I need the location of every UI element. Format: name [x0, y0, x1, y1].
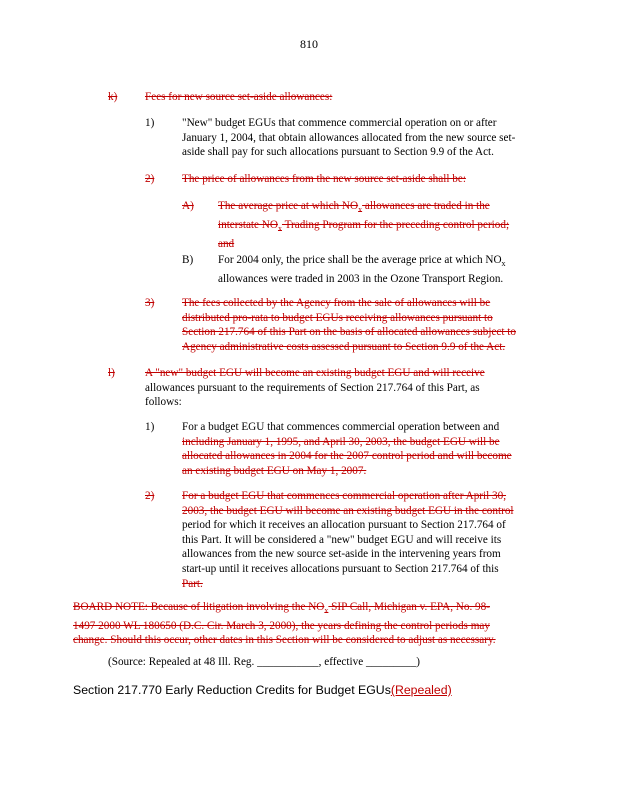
item-l2-line: 2003, the budget EGU will become an existing budget EGU in the control: [182, 504, 514, 517]
subscript-x: x: [277, 224, 282, 234]
item-k-heading: Fees for new source set-aside allowances:: [145, 91, 333, 103]
section-title: Section 217.770 Early Reduction Credits for Budget EGUs: [73, 683, 391, 697]
item-l1-line: allocated allowances in 2004 for the 2007 control period and will become: [182, 450, 512, 463]
item-k2a-label: A): [182, 200, 194, 212]
item-k2b-text: [218, 253, 506, 286]
item-k3-line: distributed pro-rata to budget EGUs receiving allowances pursuant to: [182, 311, 493, 324]
item-l-line: A "new" budget EGU will become an existing budget EGU and will receive: [145, 367, 485, 379]
item-k2a-text: [218, 199, 509, 251]
item-l2-line: period for which it receives an allocation pursuant to Section 217.764 of: [182, 519, 506, 532]
item-k-label: k): [108, 91, 118, 103]
item-l1-label: 1): [145, 421, 155, 433]
item-l2-label: 2): [145, 490, 155, 502]
item-k1-text: [182, 116, 515, 160]
item-k1-line: aside shall pay for such allocations pursuant to Section 9.9 of the Act.: [182, 146, 494, 159]
item-l-label: l): [108, 367, 115, 379]
item-k1-line: January 1, 2004, that obtain allowances allocated from the new source set-: [182, 131, 516, 144]
item-l1-text: [182, 420, 512, 478]
item-k2-label: 2): [145, 173, 155, 185]
item-k3-line: Agency administrative costs assessed pursuant to Section 9.9 of the Act.: [182, 340, 506, 353]
board-note-part: change. Should this occur, other dates in this Section will be considered to adjust as necessary.: [73, 634, 496, 647]
subscript-x: x: [324, 606, 329, 616]
item-l1-line: an existing budget EGU on May 1, 2007.: [182, 464, 367, 477]
item-k2-text: The price of allowances from the new source set-aside shall be:: [182, 173, 466, 185]
subscript-x: x: [358, 205, 363, 215]
item-k3-line: The fees collected by the Agency from the sale of allowances will be: [182, 297, 491, 309]
item-l2-text: [182, 489, 514, 591]
item-l1-line: including January 1, 1995, and April 30, 2003, the budget EGU will be: [182, 435, 500, 448]
subscript-x: x: [501, 259, 506, 269]
item-k2a-text-part: Trading Program for the preceding control period;: [281, 218, 510, 231]
item-k2b-line: For 2004 only, the price shall be the average price at which NO: [218, 254, 502, 266]
item-l-line: allowances pursuant to the requirements of Section 217.764 of this Part, as: [145, 381, 480, 394]
item-l2-line: allowances from the new source set-aside in the intervening years from: [182, 548, 501, 561]
item-k2b-label: B): [182, 254, 194, 266]
item-k1-line: "New" budget EGUs that commence commercial operation on or after: [182, 117, 497, 129]
item-k3-text: [182, 296, 516, 354]
item-k2a-text-part: and: [218, 237, 235, 250]
source-note: (Source: Repealed at 48 Ill. Reg. ___________, effective _________): [108, 656, 421, 668]
item-k3-label: 3): [145, 297, 155, 309]
item-k1-label: 1): [145, 117, 155, 129]
board-note-part: BOARD NOTE: Because of litigation involving the NO: [73, 601, 325, 613]
item-l2-line: Part.: [182, 577, 203, 590]
item-l-text: [145, 366, 485, 410]
item-l-line: follows:: [145, 396, 182, 409]
board-note: [73, 600, 543, 648]
section-heading: [73, 683, 452, 697]
item-k3-line: Section 217.764 of this Part on the basis of allocated allowances subject to: [182, 326, 516, 339]
board-note-part: SIP Call, Michigan v. EPA, No. 98-: [328, 601, 490, 613]
item-l2-line: start-up until it receives allocations pursuant to Section 217.764 of this: [182, 562, 499, 575]
board-note-part: 1497 2000 WL 180650 (D.C. Cir. March 3, 2000), the years defining the control periods may: [73, 619, 490, 632]
item-k2b-line: allowances were traded in 2003 in the Ozone Transport Region.: [218, 272, 504, 285]
item-l2-line: this Part. It will be considered a "new" budget EGU and will receive its: [182, 533, 502, 546]
item-k2a-text-part: interstate NO: [218, 218, 278, 231]
page-number: 810: [300, 37, 318, 51]
item-k2a-text-part: The average price at which NO: [218, 200, 359, 212]
item-l2-line: For a budget EGU that commences commercial operation after April 30,: [182, 490, 507, 502]
section-repealed-insert: (Repealed): [390, 683, 452, 697]
item-k2a-text-part: allowances are traded in the: [362, 200, 490, 212]
item-l1-line: For a budget EGU that commences commercial operation between and: [182, 421, 500, 433]
